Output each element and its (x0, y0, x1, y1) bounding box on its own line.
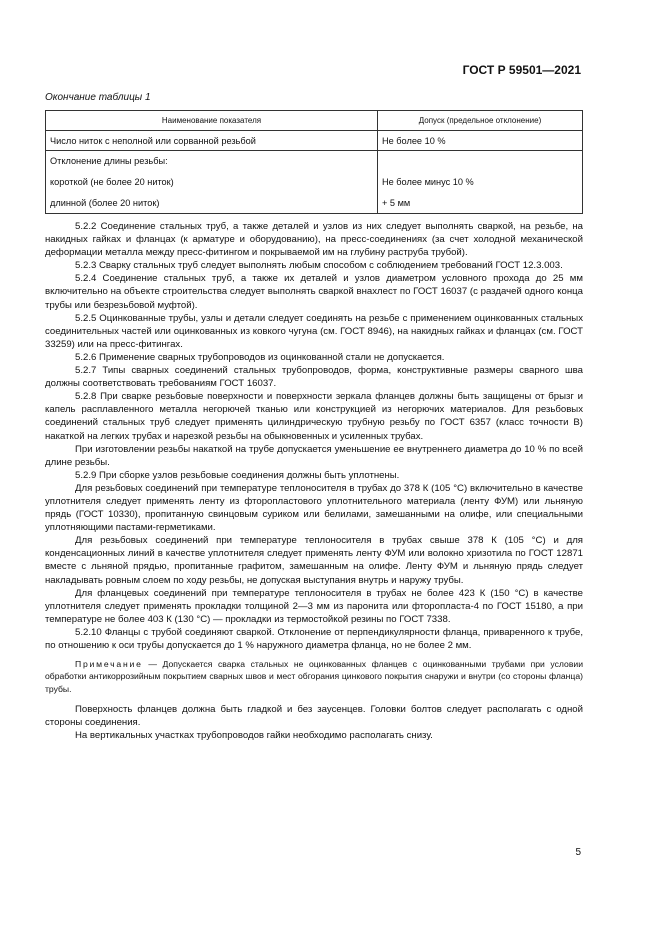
tolerance-table (45, 110, 583, 214)
note-text: — Допускается сварка стальных не оцинкованных фланцев с оцинкованными трубами при условии обработки антикоррозийным покрытием сварных швов и мест обгорания цинкового покрытия снаружи и внутри (со стороны фланца) трубы. (45, 659, 583, 694)
table-cell: + 5 мм (378, 193, 583, 214)
document-body (45, 220, 583, 742)
paragraph-5-2-2: 5.2.2 Соединение стальных труб, а также деталей и узлов из них следует выполнять сваркой, на резьбе, на накидных гайках и фланцах (к арматуре и оборудованию), на пресс-соединениях (за счет холодной механической деформации металла между пресс-фитингом и покрываемой им на глубину раструба трубой). (45, 221, 583, 259)
paragraph-5-2-9: 5.2.9 При сборке узлов резьбовые соединения должны быть уплотнены. (75, 469, 400, 481)
paragraph-5-2-8-knurling: При изготовлении резьбы накаткой на трубе допускается уменьшение ее внутреннего диаметра до 10 % по всей длине резьбы. (45, 443, 583, 468)
paragraph-5-2-6: 5.2.6 Применение сварных трубопроводов из оцинкованной стали не допускается. (75, 351, 445, 363)
table-cell: Число ниток с неполной или сорванной резьбой (46, 131, 378, 151)
table-cell: Не более 10 % (378, 131, 583, 151)
table-cell: короткой (не более 20 ниток) (46, 172, 378, 193)
paragraph-5-2-8: 5.2.8 При сварке резьбовые поверхности и поверхности зеркала фланцев должны быть защищены от брызг и капель расплавленного металла негорючей тканью или конструкцией из негорючих материалов. Для резьбовых соединений стальных труб следует применять цилиндрическую трубную резьбу по ГОСТ 6357 (класс точности В) накаткой на легких трубах и нарезкой резьбы на обыкновенных и усиленных трубах. (45, 391, 583, 442)
page-number: 5 (575, 847, 581, 858)
column-header-name: Наименование показателя (46, 111, 378, 131)
table-row (46, 193, 583, 214)
note-label: Примечание (75, 659, 143, 670)
paragraph-5-2-5: 5.2.5 Оцинкованные трубы, узлы и детали следует соединять на резьбе с применением оцинкованных стальных соединительных частей или оцинкованных из ковкого чугуна (см. ГОСТ 8946), на накидных гайках и фланцах (см. ГОСТ 33259) или на пресс-фитингах. (45, 312, 583, 350)
table-cell (378, 151, 583, 172)
paragraph-5-2-10: 5.2.10 Фланцы с трубой соединяют сваркой. Отклонение от перпендикулярности фланца, приваренного к трубе, по отношению к оси трубы допускается до 1 % наружного диаметра фланца, но не более 2 мм. (45, 626, 583, 651)
document-code: ГОСТ Р 59501—2021 (462, 63, 581, 77)
table-row (46, 151, 583, 172)
paragraph-vertical-nuts: На вертикальных участках трубопроводов гайки необходимо располагать снизу. (75, 730, 433, 742)
table-header-row (46, 111, 583, 131)
table-row (46, 172, 583, 193)
table-cell: Не более минус 10 % (378, 172, 583, 193)
paragraph-5-2-9-threaded-low: Для резьбовых соединений при температуре теплоносителя в трубах до 378 К (105 °C) включительно в качестве уплотнителя следует применять ленту из фторопластового уплотнительного материала (ленту ФУМ) или льняную прядь (ГОСТ 10330), пропитанную свинцовым суриком или белилами, замешанными на олифе, или специальными уплотняющими пастами-герметиками. (45, 482, 583, 534)
note (45, 658, 583, 695)
paragraph-5-2-3: 5.2.3 Сварку стальных труб следует выполнять любым способом с соблюдением требований ГОСТ 12.3.003. (75, 260, 563, 272)
column-header-tolerance: Допуск (предельное отклонение) (378, 111, 583, 131)
table-cell: длинной (более 20 ниток) (46, 193, 378, 214)
table-row (46, 131, 583, 151)
paragraph-flange-surface: Поверхность фланцев должна быть гладкой и без заусенцев. Головки болтов следует располагать с одной стороны соединения. (45, 703, 583, 729)
paragraph-5-2-7: 5.2.7 Типы сварных соединений стальных трубопроводов, форма, конструктивные размеры сварного шва должны соответствовать требованиям ГОСТ 16037. (45, 365, 583, 390)
table-cell: Отклонение длины резьбы: (46, 151, 378, 172)
paragraph-5-2-4: 5.2.4 Соединение стальных труб, а также их деталей и узлов диаметром условного прохода до 25 мм включительно на объекте строительства следует выполнять сваркой внахлест по ГОСТ 16037 (с раздачей одного конца трубы или безрезьбовой муфтой). (45, 273, 583, 311)
paragraph-5-2-9-threaded-high: Для резьбовых соединений при температуре теплоносителя в трубах свыше 378 К (105 °C) и для конденсационных линий в качестве уплотнителя следует применять ленту ФУМ или волокно хризотила по ГОСТ 12871 вместе с льняной прядью, пропитанные графитом, замешанным на олифе. Ленту ФУМ и льняную прядь следует накладывать ровным слоем по ходу резьбы, не допуская выступания внутрь и наружу трубы. (45, 535, 583, 586)
paragraph-5-2-9-flanged: Для фланцевых соединений при температуре теплоносителя в трубах не более 423 К (150 °C) в качестве уплотнителя следует применять прокладки толщиной 2—3 мм из паронита или фторопласта-4 по ГОСТ 15180, а при температуре не более 403 К (130 °C) — прокладки из термостойкой резины по ГОСТ 7338. (45, 587, 583, 625)
table-caption: Окончание таблицы 1 (45, 92, 151, 103)
